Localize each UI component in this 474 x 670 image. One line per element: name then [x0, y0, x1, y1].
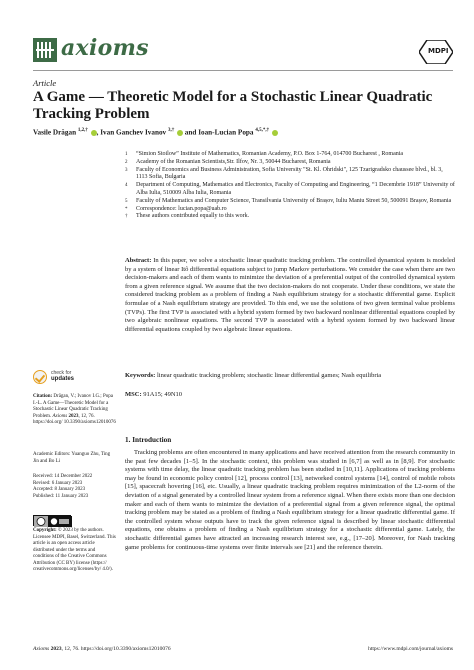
affiliation-text: Academy of the Romanian Scientists,Str. Ilfov, Nr. 3, 50044 Bucharest, Romania	[136, 158, 331, 165]
journal-header	[33, 36, 453, 72]
abstract	[125, 257, 455, 334]
affiliation-item	[125, 151, 455, 159]
footer-journal-url[interactable]: https://www.mdpi.com/journal/axioms	[368, 646, 453, 652]
publisher-name: MDPI	[428, 47, 449, 55]
copyright-text: © 2023 by the authors. Licensee MDPI, Basel, Switzerland. This article is an open access article distributed under the terms and conditions of the Creative Commons Attribution (CC BY) license (https:// creativecommons.org/licenses/by/ 4.0/).	[33, 528, 116, 572]
citation-year: 2023	[68, 413, 79, 419]
author-name: Ioan-Lucian Popa	[198, 128, 254, 137]
affiliation-text: Department of Computing, Mathematics and Electronics, Faculty of Computing and Engineering, “1 Decembrie 1918” University of Alba Iulia, 510009 Alba Iulia, Romania	[136, 182, 455, 196]
check-for-updates-label	[51, 371, 74, 382]
check-for-updates-button[interactable]	[33, 368, 93, 388]
revised-date: Revised: 6 January 2023	[33, 480, 83, 486]
affiliation-text: Faculty of Economics and Business Administration, Sofia University "St. Kl. Ohridski", 125 Tzarigradsko chaussee blvd., bl. 3, 1113 Sofia, Bulgaria	[136, 166, 443, 181]
page-title: A Game — Theoretic Model for a Stochastic Linear Quadratic Tracking Problem	[33, 89, 433, 122]
keywords-label: Keywords:	[125, 372, 156, 379]
axioms-logo-icon	[33, 38, 57, 62]
citation-journal: Axioms	[52, 413, 68, 419]
author-affiliation-marks: 1,2,†	[77, 128, 88, 133]
publication-dates	[33, 474, 117, 500]
check-for-updates-icon	[33, 370, 47, 384]
footer-journal: Axioms	[33, 646, 50, 652]
citation-block	[33, 394, 117, 427]
keywords	[125, 372, 455, 381]
author-separator: and	[183, 128, 199, 137]
citation-doi[interactable]: , 12, 76. https://doi.org/ 10.3390/axioms12010076	[33, 413, 116, 425]
affiliation-text: “Simion Stoilow” Institute of Mathematics, Romanian Academy, P.O. Box 1-764, 014700 Bucharest , Romania	[136, 151, 404, 157]
correspondence	[125, 206, 455, 214]
correspondence-email[interactable]: Correspondence: lucian.popa@uab.ro	[136, 205, 227, 212]
affiliation-text: These authors contributed equally to this work.	[136, 213, 250, 220]
footer-doi[interactable]: , 12, 76. https://doi.org/10.3390/axioms12010076	[61, 646, 171, 652]
msc-label: MSC:	[125, 391, 142, 398]
check-updates-line1: check for	[51, 370, 72, 376]
journal-name: axioms	[61, 35, 149, 61]
affiliation-mark: 5	[125, 198, 128, 204]
affiliation-item	[125, 182, 455, 198]
citation-text: Drăgan, V.; Ivanov I.G.; Popa I.-L. A Game—Theoretic Model for a Stochastic Linear Quadratic Tracking Problem.	[33, 394, 113, 419]
footer-year: 2023	[50, 646, 62, 652]
affiliation-mark: 4	[125, 183, 128, 189]
author-name: Ivan Ganchev Ivanov	[100, 128, 167, 137]
msc-text: 91A15; 49N10	[143, 391, 183, 398]
keywords-text: linear quadratic tracking problem; stochastic linear differential games; Nash equilibria	[156, 372, 382, 379]
abstract-text: In this paper, we solve a stochastic linear quadratic tracking problem. The controlled dynamical system is modeled by a system of linear Itô differential equations subject to jump Markov perturbations. We consider the case when there are two decision-makers and each of them wants to minimize the deviation of a preferential output of the controlled dynamical system from a given reference signal. We assume that the two decision-makers do not cooperate. Under these conditions, we state the considered tracking problem as a problem of finding a Nash equilibrium strategy for a stochastic differential game. Explicit formulae of a Nash equilibrium strategy are provided. To this end, we use the solutions of two given terminal value problems (TVPs). The first TVP is associated with a hybrid system formed by two backward nonlinear differential equations coupled by two algebraic nonlinear equations. The second TVP is associated with a hybrid system formed by two backward linear differential equations coupled by two algebraic linear equations.	[125, 257, 456, 333]
published-date: Published: 11 January 2023	[33, 493, 89, 499]
mdpi-logo-icon	[419, 40, 453, 64]
author-name: Vasile Drăgan	[33, 128, 77, 137]
check-updates-line2: updates	[51, 375, 75, 382]
citation-label: Citation:	[33, 394, 53, 399]
copyright-label: Copyright:	[33, 528, 57, 533]
article-type: Article	[33, 78, 57, 88]
author-affiliation-marks: 4,5,*,†	[255, 128, 270, 133]
footer-citation	[33, 646, 171, 652]
affiliation-item	[125, 167, 455, 183]
academic-editors: Academic Editors: Yuanguo Zhu, Ting Jin and Bo Li	[33, 452, 111, 464]
author-affiliation-marks: 3,†	[167, 128, 175, 133]
msc-codes	[125, 391, 455, 400]
affiliation-text: Faculty of Mathematics and Computer Science, Transilvania University of Brașov, Iuliu Maniu Street 50, 500091 Brașov, Romania	[136, 197, 452, 204]
author-separator: ,	[96, 128, 101, 137]
abstract-label: Abstract:	[125, 257, 152, 264]
section-heading-introduction: 1. Introduction	[125, 436, 172, 444]
header-divider	[33, 70, 453, 71]
affiliation-item	[125, 198, 455, 206]
introduction-text: Tracking problems are often encountered in many applications and have received attention from the research community in the past few decades [1–5]. In the stochastic context, this problem was studied in [6,7] as well as in [8,9]. For stochastic systems with time delay, the linear quadratic tracking problem has been studied in [10,11]. Applications of tracking problems may be found in economic policy control [12], process control [13], networked control systems [14], control of mobile robots [15], spacecraft hovering [16], etc. Usually, a linear quadratic tracking problem requires minimization of the L2-norm of the deviation of a signal generated by a controlled linear system from a reference signal. When there exists more than one decision maker and each of them wants to minimize the deviation of a preferential signal from a given reference signal, the optimal tracking problem may be stated as a problem of finding a Nash equilibrium strategy for a linear quadratic differential game. If the controlled system whose outputs have to track the given reference signal is described by linear stochastic differential equations, one obtains a problem of finding a Nash equilibrium strategy for a stochastic differential game. Lately, the stochastic differential games have attracted an increasing research interest see, e.g., [17–20]. Moreover, for Nash tracking game problems for continuous-time systems over finite intervals see [21] and the reference therein.	[125, 449, 455, 551]
affiliation-mark: 1	[125, 152, 128, 157]
orcid-icon[interactable]	[272, 130, 278, 136]
cc-by-license-icon[interactable]	[33, 515, 71, 526]
affiliation-mark: 2	[125, 159, 128, 165]
equal-contribution-note	[125, 213, 455, 221]
copyright-notice	[33, 528, 117, 574]
affiliation-item	[125, 159, 455, 167]
author-list	[33, 128, 453, 136]
affiliations	[125, 151, 455, 221]
affiliation-mark: *	[125, 206, 128, 212]
received-date: Received: 14 December 2022	[33, 474, 93, 479]
affiliation-mark: †	[125, 214, 128, 220]
affiliation-mark: 3	[125, 167, 128, 173]
accepted-date: Accepted: 8 January 2023	[33, 487, 86, 492]
